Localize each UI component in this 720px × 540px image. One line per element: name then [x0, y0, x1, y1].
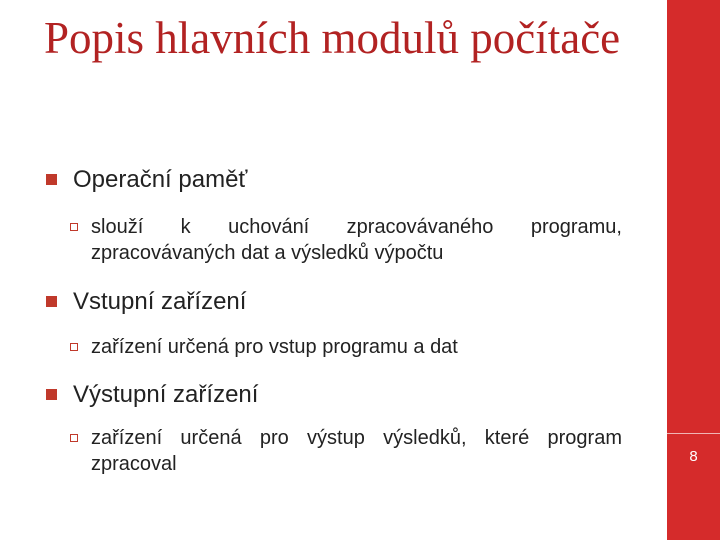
filled-square-icon [46, 389, 57, 400]
band-divider [667, 433, 720, 434]
sub-bullet-item [70, 425, 622, 477]
filled-square-icon [46, 296, 57, 307]
hollow-square-icon [70, 434, 78, 442]
sub-bullet-item [70, 334, 622, 360]
filled-square-icon [46, 174, 57, 185]
slide-title: Popis hlavních modulů počítače [44, 13, 621, 63]
sub-bullet-item [70, 214, 622, 266]
hollow-square-icon [70, 343, 78, 351]
hollow-square-icon [70, 223, 78, 231]
sub-bullet-text: slouží k uchování zpracovávaného programu, zpracovávaných dat a výsledků výpočtu [91, 216, 622, 264]
bullet-heading: Vstupní zařízení [73, 288, 247, 315]
sub-bullet-text: zařízení určená pro vstup programu a dat [91, 336, 458, 358]
bullet-heading: Výstupní zařízení [73, 381, 259, 408]
bullet-heading: Operační paměť [73, 166, 248, 193]
sub-bullet-text: zařízení určená pro výstup výsledků, které program zpracoval [91, 427, 622, 475]
page-number: 8 [689, 448, 698, 465]
